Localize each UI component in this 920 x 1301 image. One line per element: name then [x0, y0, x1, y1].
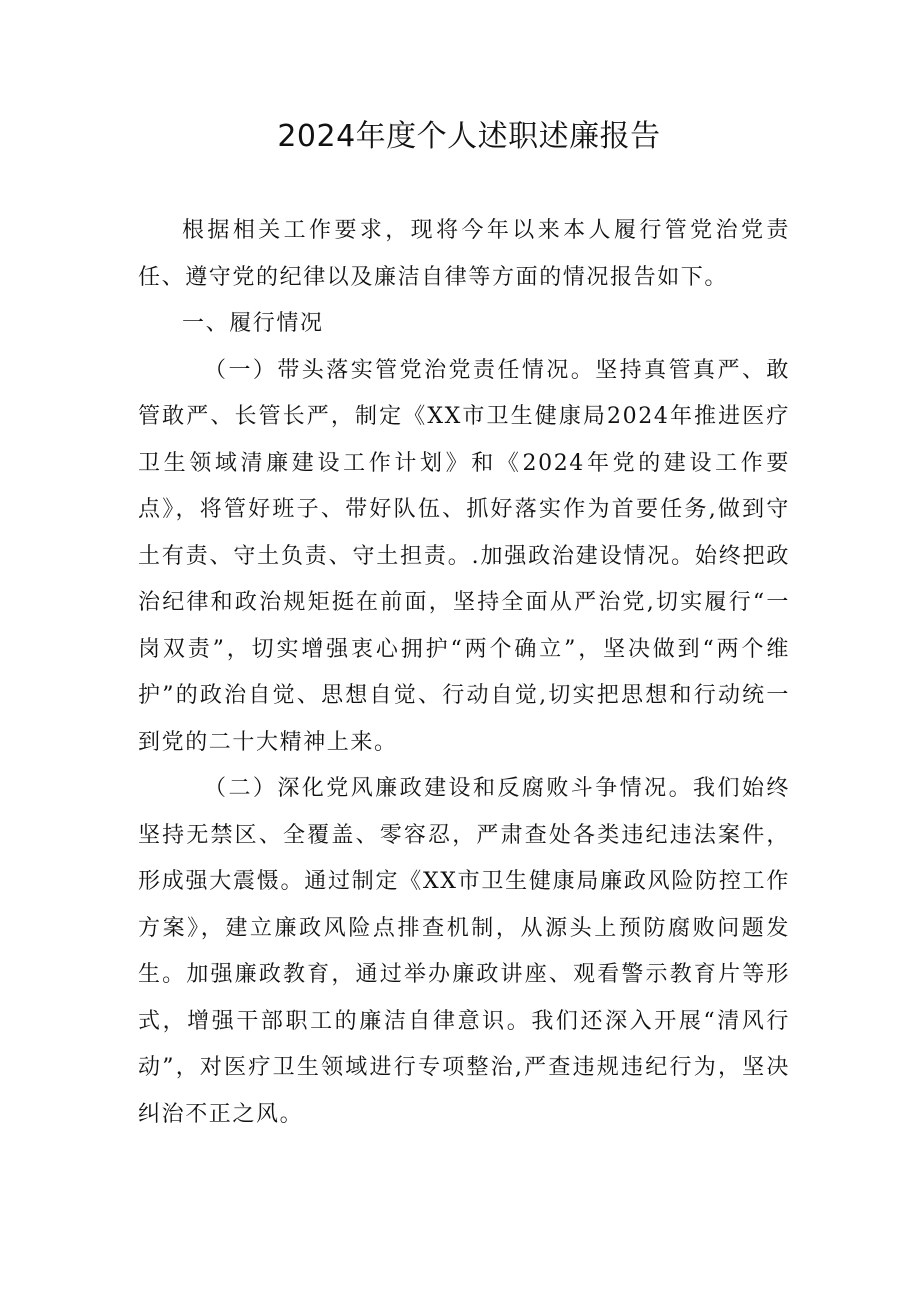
- item-paragraph-2: （二）深化党风廉政建设和反腐败斗争情况。我们始终坚持无禁区、全覆盖、零容忍，严肃查处各类违纪违法案件，形成强大震慑。通过制定《XX市卫生健康局廉政风险防控工作方案》，建立廉政风险点排查机制，从源头上预防腐败问题发生。加强廉政教育，通过举办廉政讲座、观看警示教育片等形式，增强干部职工的廉洁自律意识。我们还深入开展“清风行动”，对医疗卫生领域进行专项整治,严查违规违纪行为，坚决纠治不正之风。: [138, 776, 790, 1127]
- section-heading-performance: 一、履行情况: [182, 311, 324, 336]
- document-page: [138, 112, 790, 1138]
- document-title: 2024年度个人述职述廉报告: [277, 119, 661, 154]
- intro-paragraph: 根据相关工作要求，现将今年以来本人履行管党治党责任、遵守党的纪律以及廉洁自律等方面的情况报告如下。: [138, 218, 790, 290]
- item-paragraph-1: （一）带头落实管党治党责任情况。坚持真管真严、敢管敢严、长管长严，制定《XX市卫生健康局2024年推进医疗卫生领域清廉建设工作计划》和《2024年党的建设工作要点》，将管好班子、带好队伍、抓好落实作为首要任务,做到守土有责、守土负责、守土担责。.加强政治建设情况。始终把政治纪律和政治规矩挺在前面，坚持全面从严治党,切实履行“一岗双责”，切实增强衷心拥护“两个确立”，坚决做到“两个维护”的政治自觉、思想自觉、行动自觉,切实把思想和行动统一到党的二十大精神上来。: [138, 357, 790, 755]
